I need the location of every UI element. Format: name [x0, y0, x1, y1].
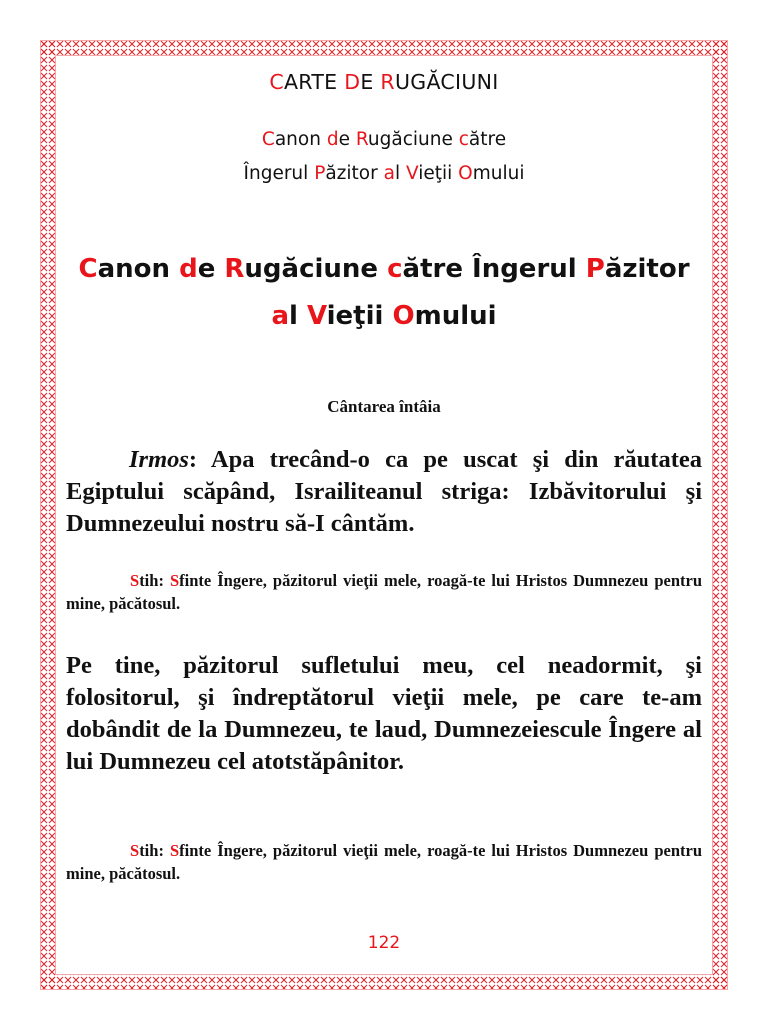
header-initial: R [380, 70, 395, 94]
header-text: UGĂCIUNI [394, 70, 499, 94]
book-header [64, 70, 704, 94]
subtitle-line-1: Canon de Rugăciune către [261, 129, 507, 150]
troparion-paragraph: Pe tine, păzitorul sufletului meu, cel neadormit, şi folositorul, şi îndreptătorul vieţii mele, pe care te-am dobândit de la Dumnezeu, te laud, Dumnezeiescule Îngere al lui Dumnezeu cel atotstăpânitor. [66, 652, 702, 775]
irmos-paragraph [66, 444, 702, 540]
stih-verse: Stih: Sfinte Îngere, păzitorul vieţii mele, roagă-te lui Hristos Dumnezeu pentru mine, păcătosul. [66, 841, 702, 883]
irmos-text: : Apa trecând-o ca pe uscat şi din răutatea Egiptului scăpând, Israiliteanul striga: Izbăvitorului şi Dumnezeului nostru să-I cântăm. [66, 446, 702, 537]
page-number: 122 [367, 933, 401, 953]
header-text: ARTE [283, 70, 345, 94]
title-line-1: Canon de Rugăciune către Îngerul Păzitor [78, 254, 690, 284]
irmos-label: Irmos [129, 446, 189, 473]
subtitle-line-2: Îngerul Păzitor al Vieţii Omului [243, 163, 525, 184]
stih-verse: Stih: Sfinte Îngere, păzitorul vieţii mele, roagă-te lui Hristos Dumnezeu pentru mine, păcătosul. [66, 571, 702, 613]
document-page [64, 60, 704, 980]
page-title [64, 246, 704, 340]
header-text: E [360, 70, 381, 94]
title-line-2: al Vieţii Omului [271, 301, 497, 331]
header-initial: D [344, 70, 361, 94]
header-initial: C [269, 70, 284, 94]
section-title: Cântarea întâia [327, 397, 441, 416]
